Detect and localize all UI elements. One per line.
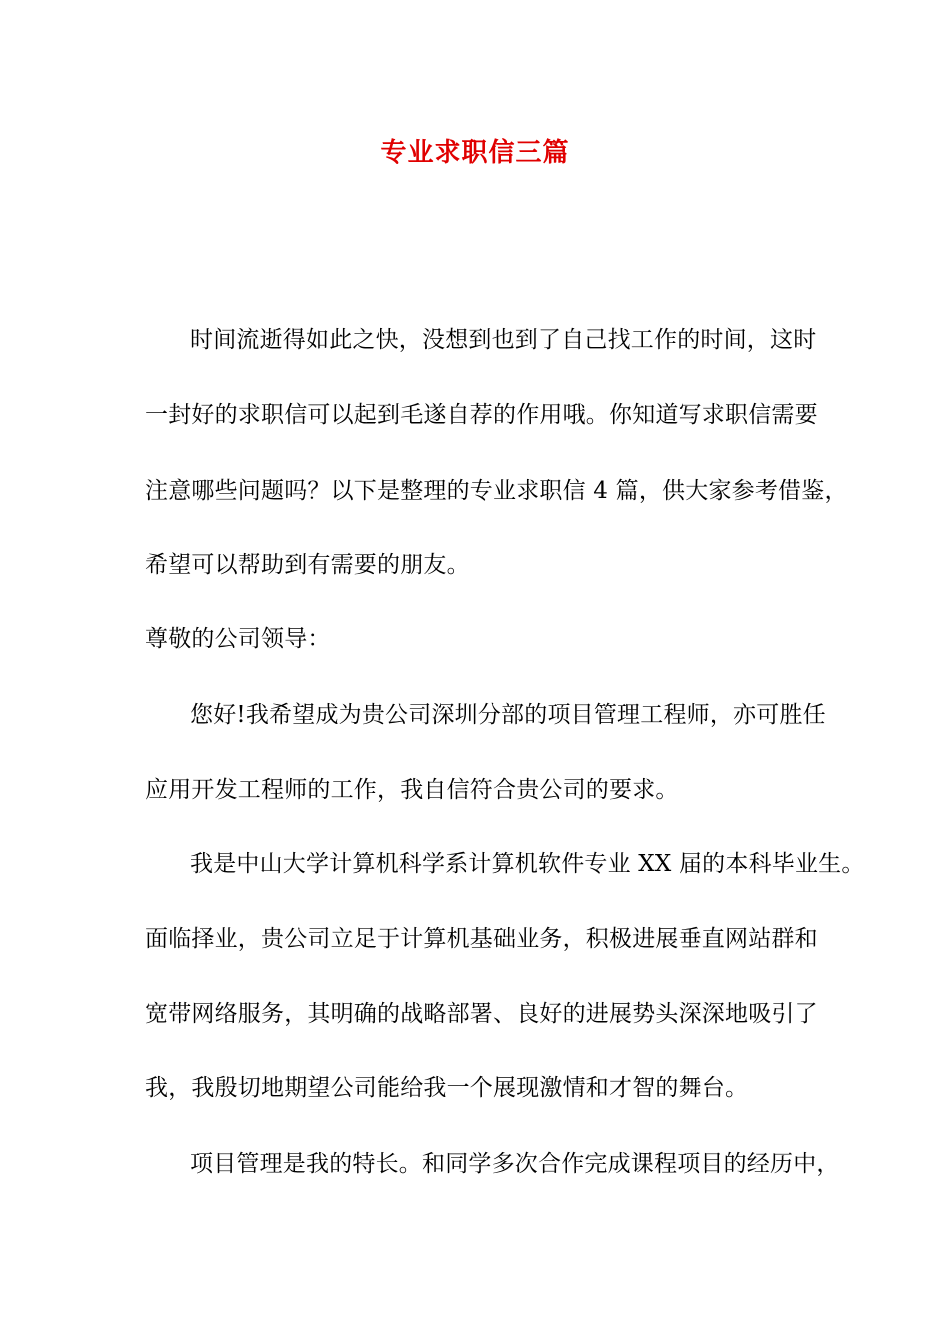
paragraph-line: 注意哪些问题吗？以下是整理的专业求职信 4 篇，供大家参考借鉴， — [145, 478, 848, 504]
paragraph-line: 希望可以帮助到有需要的朋友。 — [145, 552, 470, 578]
paragraph-line: 项目管理是我的特长。和同学多次合作完成课程项目的经历中， — [190, 1151, 840, 1177]
paragraph-line: 时间流逝得如此之快，没想到也到了自己找工作的时间，这时 — [190, 327, 817, 353]
paragraph-line: 我是中山大学计算机科学系计算机软件专业 XX 届的本科毕业生。 — [190, 851, 865, 877]
paragraph-line: 我，我殷切地期望公司能给我一个展现激情和才智的舞台。 — [145, 1075, 749, 1101]
document-title: 专业求职信三篇 — [380, 138, 570, 168]
paragraph-line: 面临择业，贵公司立足于计算机基础业务，积极进展垂直网站群和 — [145, 926, 818, 952]
paragraph-line: 一封好的求职信可以起到毛遂自荐的作用哦。你知道写求职信需要 — [145, 402, 818, 428]
paragraph-line: 您好!我希望成为贵公司深圳分部的项目管理工程师，亦可胜任 — [190, 702, 826, 728]
paragraph-line: 宽带网络服务，其明确的战略部署、良好的进展势头深深地吸引了 — [145, 1001, 818, 1027]
paragraph-line: 应用开发工程师的工作，我自信符合贵公司的要求。 — [145, 777, 679, 803]
salutation: 尊敬的公司领导： — [145, 626, 331, 652]
